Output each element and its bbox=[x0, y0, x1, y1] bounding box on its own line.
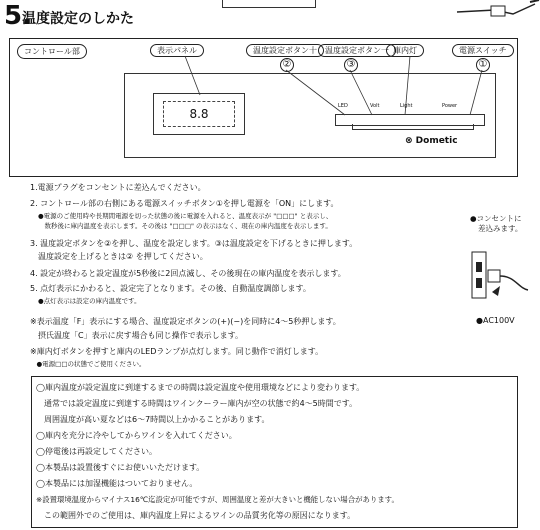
strip-label-light: Light bbox=[400, 103, 413, 109]
step-3: 3. 温度設定ボタンを②を押し、温度を設定します。③は温度設定を下げるときに押します。 bbox=[30, 239, 358, 248]
step-1: 1.電源プラグをコンセントに差込んでください。 bbox=[30, 183, 206, 192]
voltage-label: ●AC100V bbox=[476, 316, 515, 325]
marker-2: ② bbox=[280, 58, 294, 72]
callout-temp-down: 温度設定ボタン一 bbox=[318, 44, 396, 57]
notice-line-3: 周囲温度が高い夏などは6〜7時間以上かかることがあります。 bbox=[36, 415, 270, 424]
marker-1: ① bbox=[476, 58, 490, 72]
display-digits: 8.8 bbox=[163, 101, 235, 127]
step-2-note-b: 数秒後に庫内温度を表示します。その後は "□□□" の表示はなく、現在の庫内温度を表示します。 bbox=[38, 222, 332, 230]
strip-label-led: LED bbox=[338, 103, 348, 109]
notice-line-2: 通常では設定温度に到達する時間はワインクーラー庫内が空の状態で約4〜5時間です。 bbox=[36, 399, 358, 408]
step-2: 2. コントロール部の右側にある電源スイッチボタン①を押し電源を「ON」にします。 bbox=[30, 199, 339, 208]
callout-interior-light: 庫内灯 bbox=[386, 44, 424, 57]
marker-3: ③ bbox=[344, 58, 358, 72]
notice-line-6: ◯本製品は設置後すぐにお使いいただけます。 bbox=[36, 463, 205, 472]
note-light-sub: ●電源□□の状態でご使用ください。 bbox=[30, 360, 146, 368]
step-3-note: 温度設定を上げるときは② を押してください。 bbox=[30, 252, 208, 261]
step-2-note-a: ●電源のご使用時や長期間電源を切った状態の後に電源を入れると、温度表示が "□□□" と表示し、 bbox=[38, 212, 333, 220]
section-title: 温度設定のしかた bbox=[22, 11, 134, 27]
step-5: 5. 点灯表示にかわると、設定完了となります。その後、自動温度調節します。 bbox=[30, 284, 311, 293]
step-5-note: ●点灯表示は設定の庫内温度です。 bbox=[38, 297, 141, 305]
button-bracket bbox=[352, 124, 474, 130]
callout-display-panel: 表示パネル bbox=[150, 44, 204, 57]
section-number: 5. bbox=[4, 1, 32, 31]
notice-line-7: ◯本製品には加湿機能はついておりません。 bbox=[36, 479, 198, 488]
note-celsius: 摂氏温度「C」表示に戻す場合も同じ操作で表示します。 bbox=[30, 331, 243, 340]
strip-label-power: Power bbox=[442, 103, 458, 109]
note-light: ※庫内灯ボタンを押すと庫内のLEDランプが点灯します。同じ動作で消灯します。 bbox=[30, 347, 324, 356]
notice-line-8: ※設置環境温度からマイナス16℃迄設定が可能ですが、周囲温度と差が大きいと機能しない場合があります。 bbox=[36, 495, 399, 504]
step-4: 4. 設定が終わると設定温度が5秒後に2回点滅し、その後現在の庫内温度を表示します。 bbox=[30, 269, 346, 278]
notice-line-4: ◯庫内を充分に冷やしてからワインを入れてください。 bbox=[36, 431, 237, 440]
control-panel-label: コントロール部 bbox=[17, 44, 87, 59]
strip-label-volt: Volt bbox=[370, 103, 380, 109]
plug-outlet-icon bbox=[470, 248, 530, 308]
callout-temp-up: 温度設定ボタン十 bbox=[246, 44, 324, 57]
notice-line-1: ◯庫内温度が設定温度に到達するまでの時間は設定温度や使用環境などにより変わります。 bbox=[36, 383, 365, 392]
notice-line-9: この範囲外でのご使用は、庫内温度上昇によるワインの品質劣化等の原因になります。 bbox=[36, 511, 356, 520]
brand-logo: ⊗ Dometic bbox=[405, 136, 458, 146]
outlet-label: ●コンセントに bbox=[470, 214, 522, 223]
outlet-label-2: 差込みます。 bbox=[478, 224, 523, 233]
callout-power-switch: 電源スイッチ bbox=[452, 44, 514, 57]
notice-line-5: ◯停電後は再設定してください。 bbox=[36, 447, 157, 456]
note-fahrenheit: ※表示温度「F」表示にする場合、温度設定ボタンの(+)(−)を同時に4〜5秒押します。 bbox=[30, 317, 341, 326]
